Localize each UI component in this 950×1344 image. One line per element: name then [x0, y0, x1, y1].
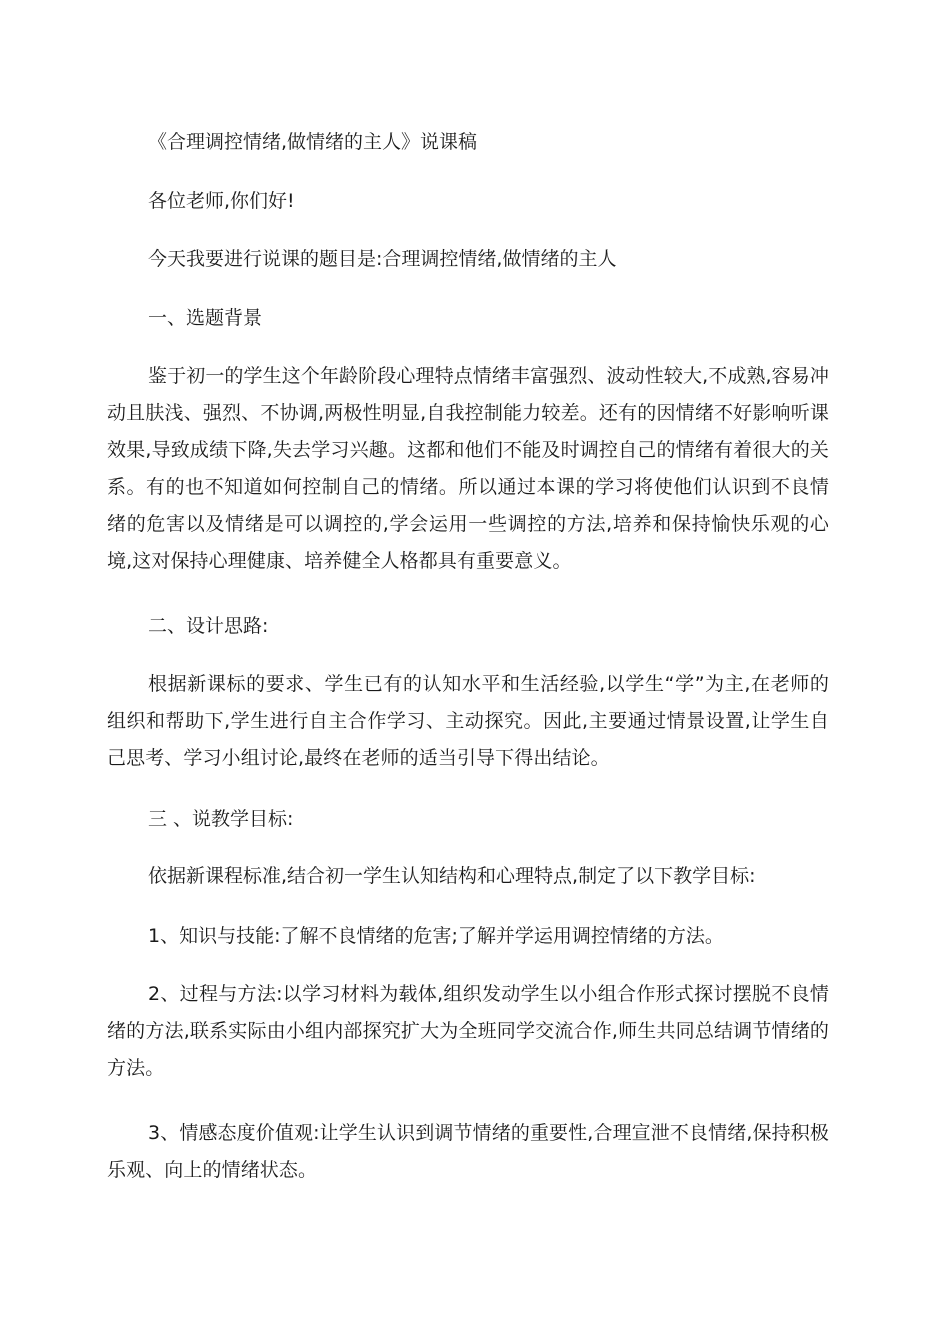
topic-line: 今天我要进行说课的题目是:合理调控情绪,做情绪的主人: [148, 248, 617, 270]
section-heading-objectives: 三 、说教学目标:: [148, 808, 294, 830]
objective-values: 3、情感态度价值观:让学生认识到调节情绪的重要性,合理宣泄不良情绪,保持积极乐观、向上的情绪状态。: [107, 1122, 829, 1181]
paragraph-background: 鉴于初一的学生这个年龄阶段心理特点情绪丰富强烈、波动性较大,不成熟,容易冲动且肤浅、强烈、不协调,两极性明显,自我控制能力较差。还有的因情绪不好影响听课效果,导致成绩下降,失去学习兴趣。这都和他们不能及时调控自己的情绪有着很大的关系。有的也不知道如何控制自己的情绪。所以通过本课的学习将使他们认识到不良情绪的危害以及情绪是可以调控的,学会运用一些调控的方法,培养和保持愉快乐观的心境,这对保持心理健康、培养健全人格都具有重要意义。: [107, 365, 829, 572]
greeting: 各位老师,你们好!: [148, 190, 295, 212]
document-title: 《合理调控情绪,做情绪的主人》说课稿: [148, 131, 478, 153]
objective-process: 2、过程与方法:以学习材料为载体,组织发动学生以小组合作形式探讨摆脱不良情绪的方法,联系实际由小组内部探究扩大为全班同学交流合作,师生共同总结调节情绪的方法。: [107, 983, 829, 1079]
section-heading-background: 一、选题背景: [148, 307, 263, 329]
objectives-intro: 依据新课程标准,结合初一学生认知结构和心理特点,制定了以下教学目标:: [148, 865, 756, 887]
section-heading-design: 二、设计思路:: [148, 615, 269, 637]
paragraph-design: 根据新课标的要求、学生已有的认知水平和生活经验,以学生“学”为主,在老师的组织和帮助下,学生进行自主合作学习、主动探究。因此,主要通过情景设置,让学生自己思考、学习小组讨论,最终在老师的适当引导下得出结论。: [107, 673, 829, 769]
objective-knowledge: 1、知识与技能:了解不良情绪的危害;了解并学运用调控情绪的方法。: [148, 925, 724, 947]
